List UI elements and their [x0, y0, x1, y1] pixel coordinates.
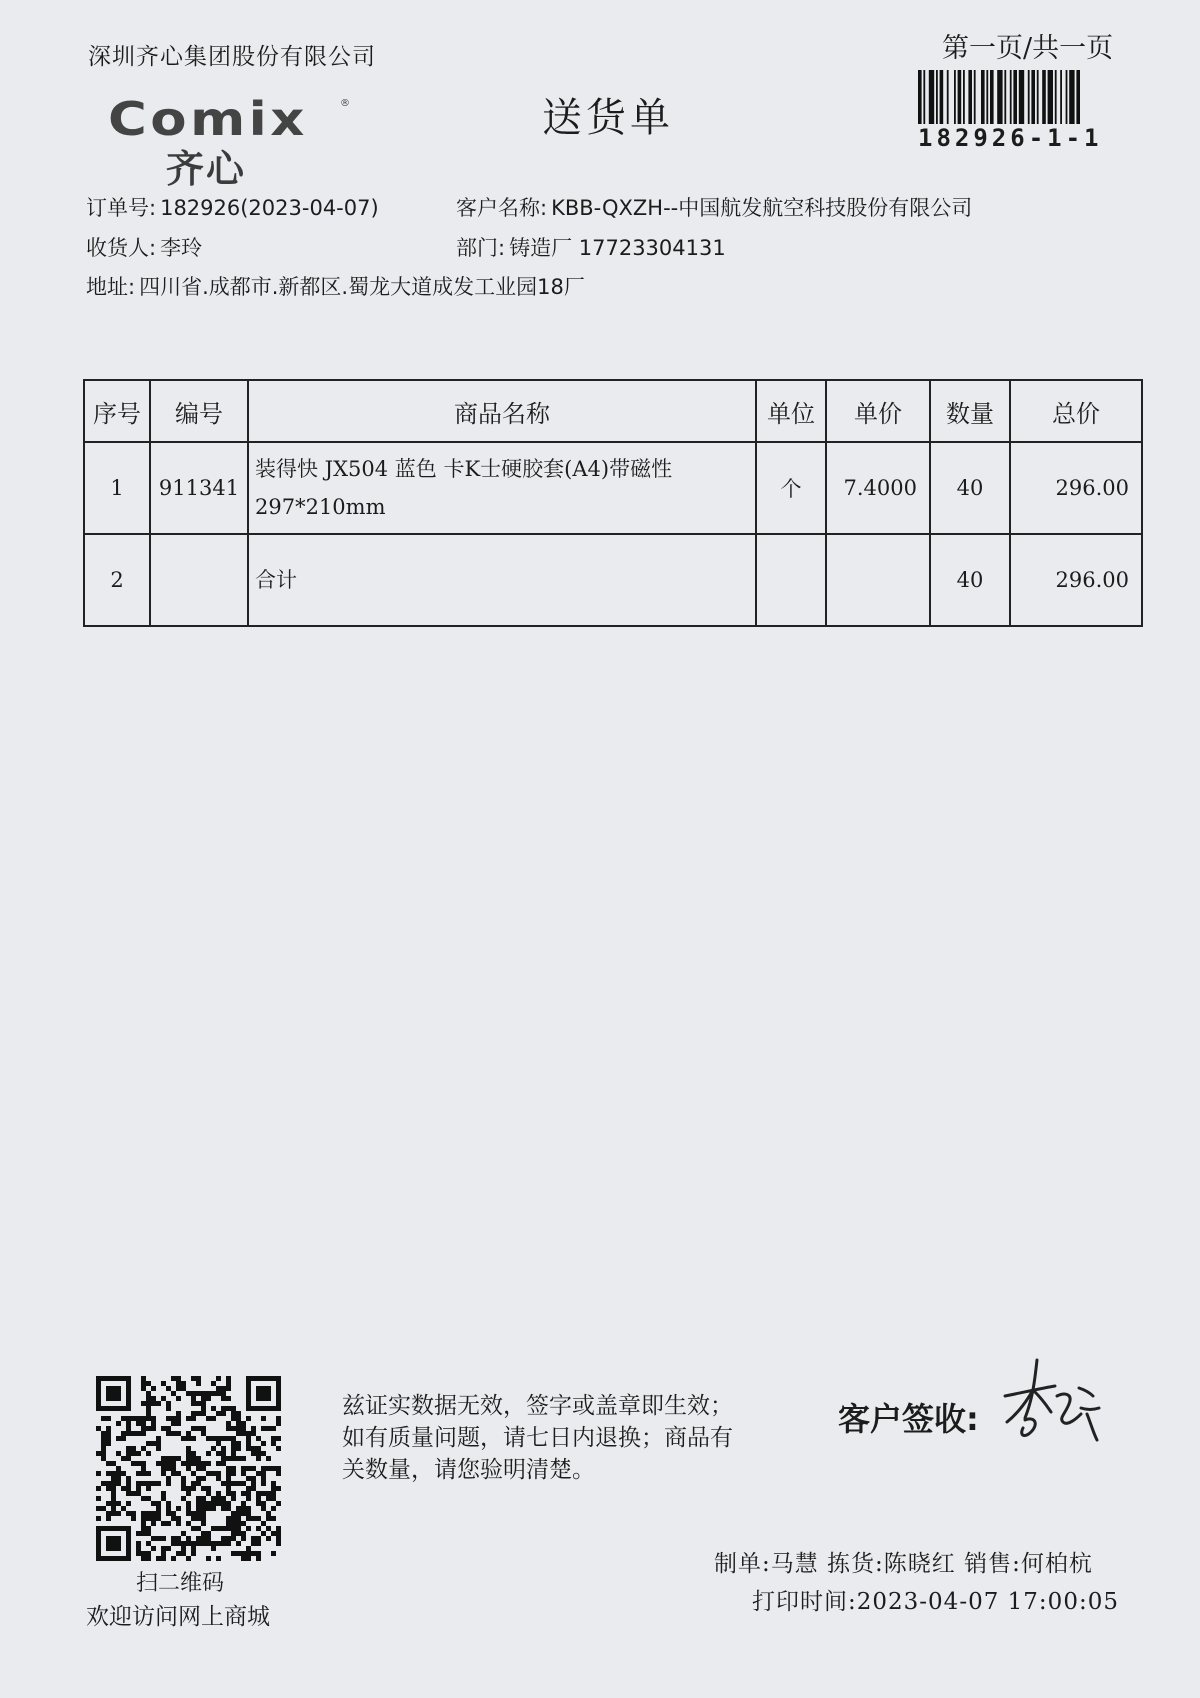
- col-header-total: 总价: [1010, 380, 1142, 442]
- cell-code: 911341: [150, 442, 248, 534]
- table-header-row: [84, 380, 1142, 442]
- qr-caption-mall: 欢迎访问网上商城: [86, 1604, 270, 1630]
- customer-sign-label: 客户签收:: [838, 1400, 979, 1438]
- staff-info: 制单:马慧 拣货:陈晓红 销售:何柏杭: [714, 1551, 1093, 1577]
- col-header-unit: 单位: [756, 380, 826, 442]
- address-label: 地址:: [86, 275, 136, 299]
- barcode-number: 182926-1-1: [918, 124, 1103, 152]
- cell-qty: 40: [930, 534, 1010, 626]
- order-label: 订单号:: [86, 196, 157, 220]
- cell-price: 7.4000: [826, 442, 930, 534]
- department: [456, 232, 726, 262]
- customer-name: [456, 192, 972, 222]
- department-value: 铸造厂 17723304131: [509, 236, 726, 260]
- receiver-value: 李玲: [160, 236, 203, 260]
- cell-total: 296.00: [1010, 534, 1142, 626]
- cell-unit: [756, 534, 826, 626]
- col-header-qty: 数量: [930, 380, 1010, 442]
- order-value: 182926(2023-04-07): [160, 196, 379, 220]
- receiver-label: 收货人:: [86, 236, 157, 260]
- items-table: [83, 379, 1143, 627]
- customer-label: 客户名称:: [456, 196, 548, 220]
- cell-total: 296.00: [1010, 442, 1142, 534]
- cell-code: [150, 534, 248, 626]
- print-time: 打印时间:2023-04-07 17:00:05: [752, 1589, 1119, 1615]
- logo-chinese: 齐心: [166, 147, 247, 191]
- col-header-price: 单价: [826, 380, 930, 442]
- company-logo: [108, 92, 350, 191]
- address-value: 四川省.成都市.新都区.蜀龙大道成发工业园18厂: [139, 275, 585, 299]
- cell-name: 合计: [248, 534, 756, 626]
- qr-caption: 扫二维码: [136, 1571, 225, 1596]
- address: [86, 271, 585, 301]
- cell-unit: 个: [756, 442, 826, 534]
- company-name: 深圳齐心集团股份有限公司: [88, 44, 376, 70]
- receiver: [86, 232, 202, 262]
- table-row: [84, 442, 1142, 534]
- col-header-code: 编号: [150, 380, 248, 442]
- barcode-icon: [918, 70, 1130, 124]
- department-label: 部门:: [456, 236, 506, 260]
- cell-seq: 2: [84, 534, 150, 626]
- logo-english: Comix: [108, 92, 308, 146]
- qr-code-icon: [96, 1376, 281, 1561]
- cell-name: 装得快 JX504 蓝色 卡K士硬胶套(A4)带磁性 297*210mm: [248, 442, 756, 534]
- document-title: 送货单: [542, 95, 674, 141]
- col-header-seq: 序号: [84, 380, 150, 442]
- table-row: [84, 534, 1142, 626]
- cell-qty: 40: [930, 442, 1010, 534]
- cell-seq: 1: [84, 442, 150, 534]
- page-indicator: 第一页/共一页: [942, 33, 1114, 64]
- logo-registered-mark: ®: [340, 98, 350, 109]
- customer-value: KBB-QXZH--中国航发航空科技股份有限公司: [551, 196, 973, 220]
- notice-text: 兹证实数据无效，签字或盖章即生效；如有质量问题，请七日内退换；商品有关数量，请您验明清楚。: [342, 1393, 733, 1483]
- signature-icon: [995, 1348, 1105, 1458]
- order-number: [86, 192, 379, 222]
- cell-price: [826, 534, 930, 626]
- col-header-name: 商品名称: [248, 380, 756, 442]
